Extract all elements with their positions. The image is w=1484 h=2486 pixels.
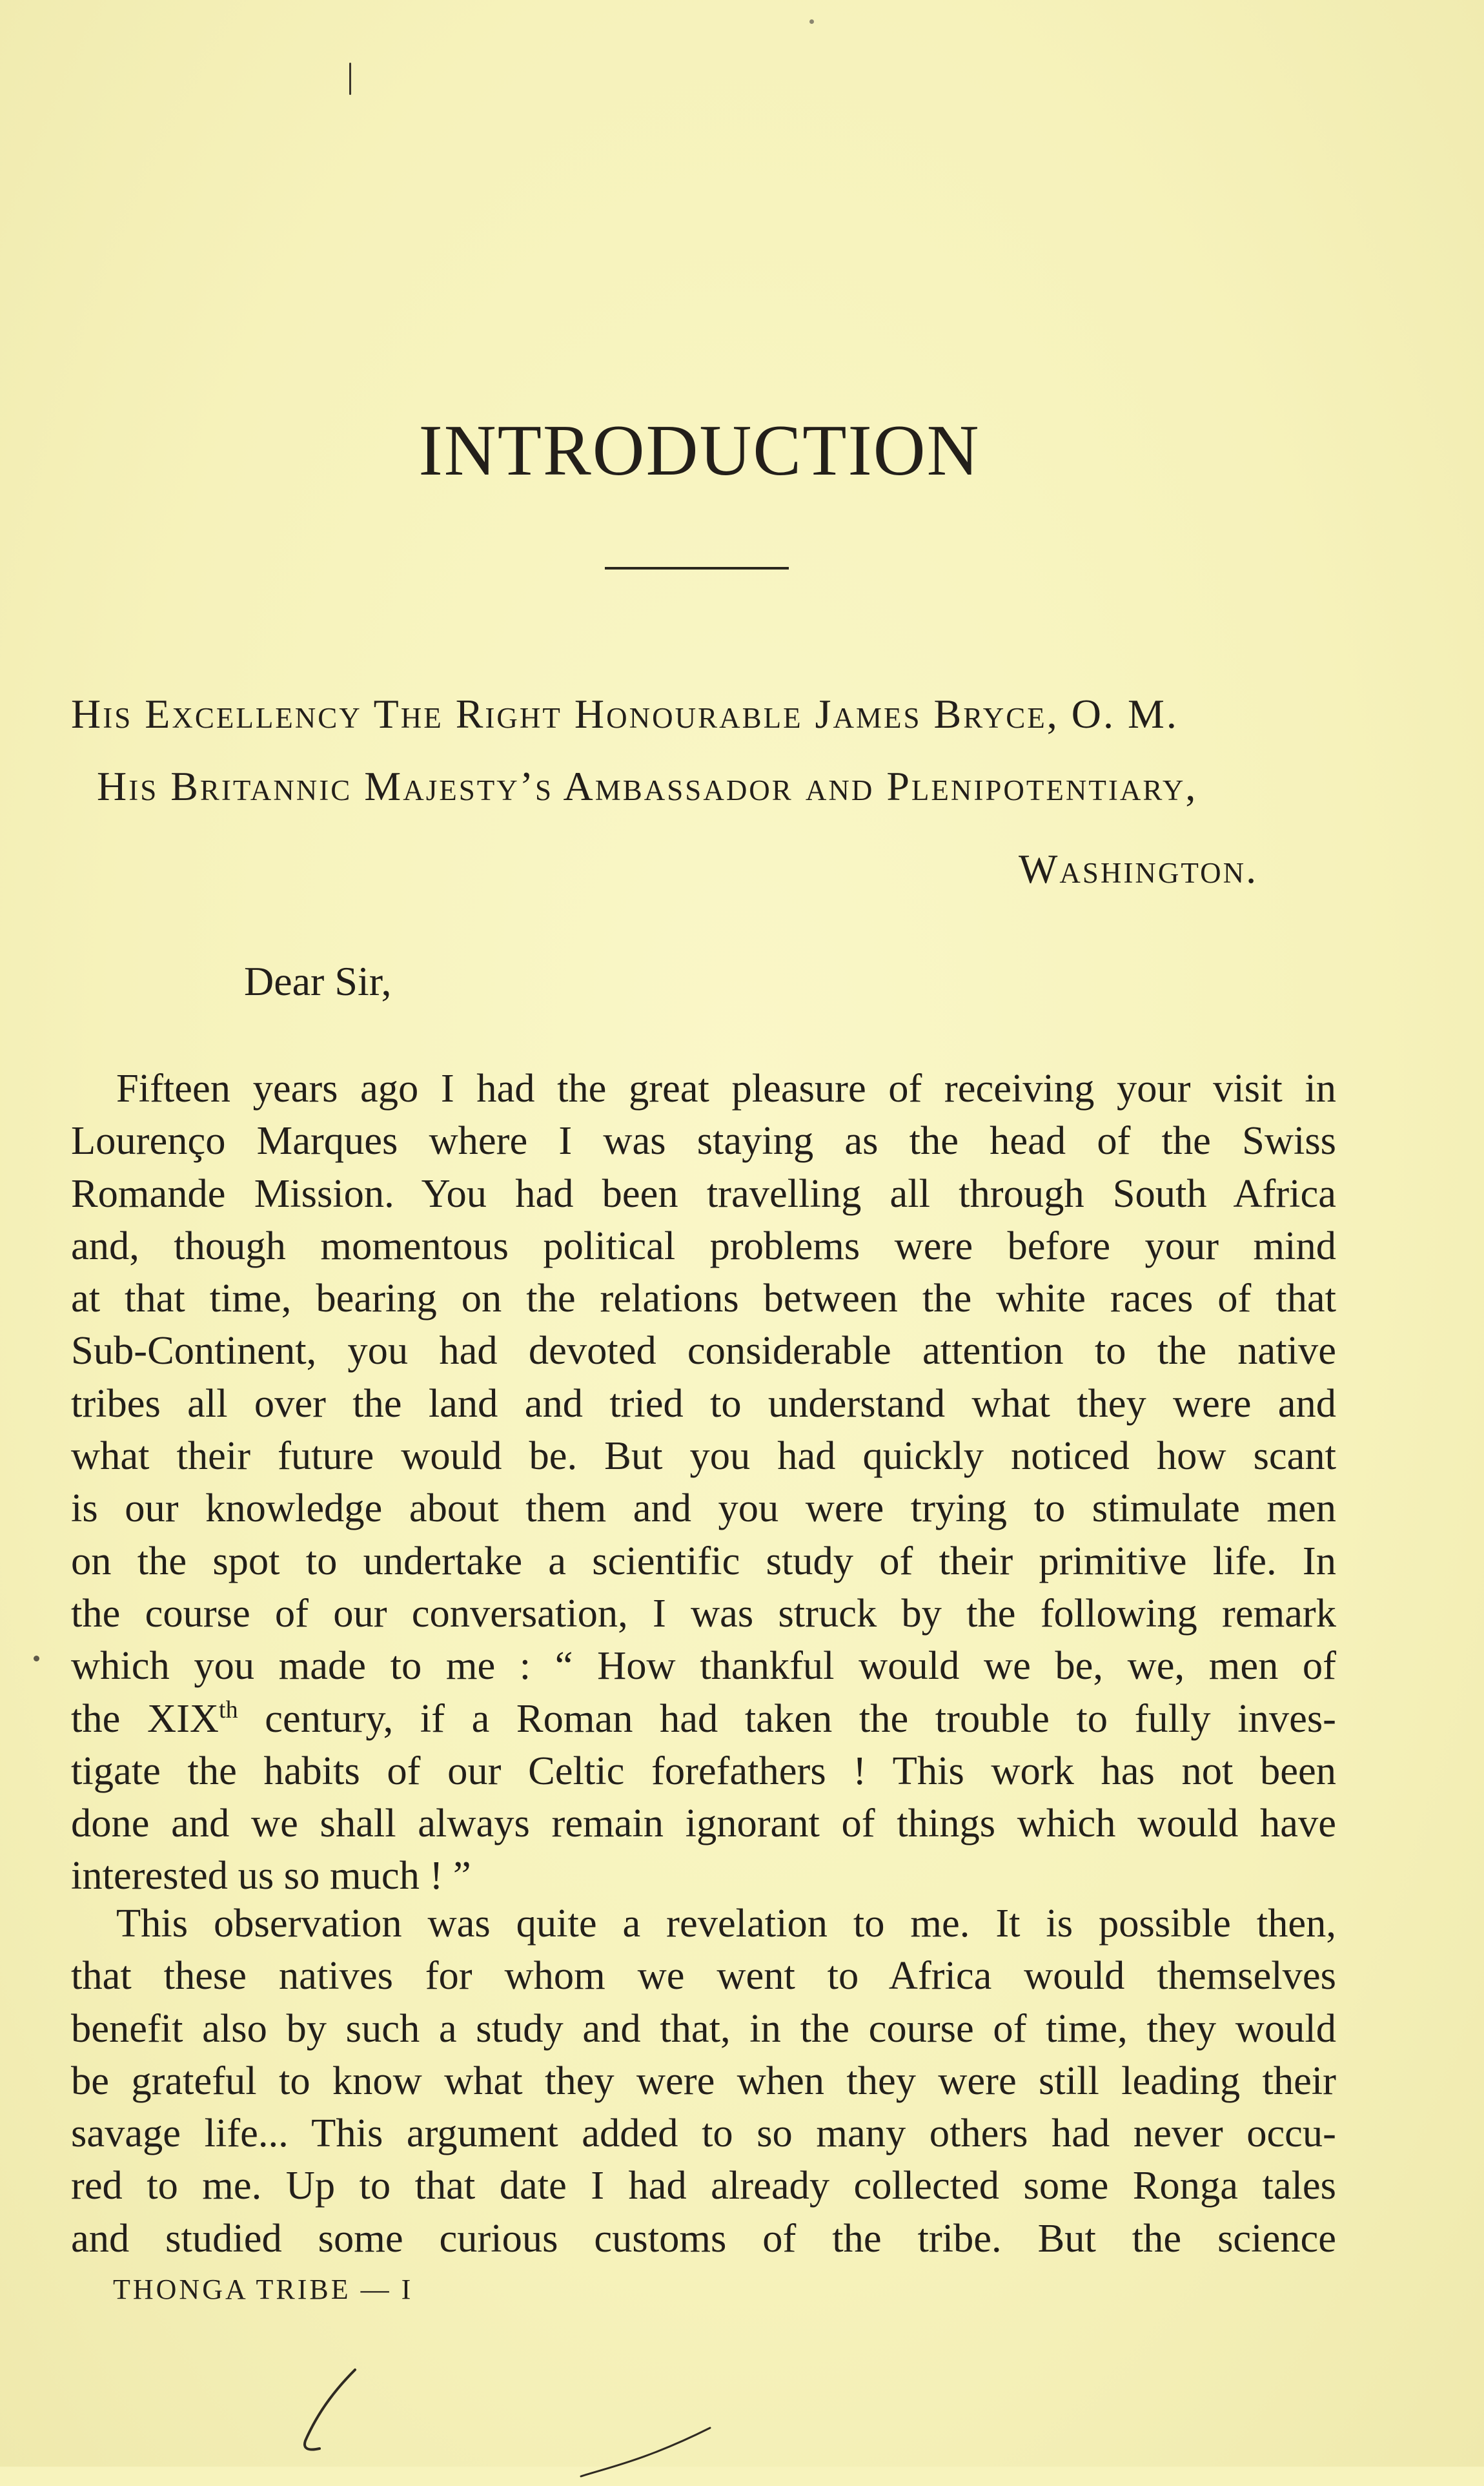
signature-footer: THONGA TRIBE — I bbox=[113, 2274, 414, 2305]
paragraph-line: Sub-Continent, you had devoted considerable attention to the native bbox=[71, 1328, 1336, 1373]
paragraph-line: interested us so much ! ” bbox=[71, 1853, 471, 1898]
ink-mark bbox=[349, 63, 351, 95]
address-line-2: His Britannic Majesty’s Ambassador and Plenipotentiary, bbox=[97, 763, 1198, 809]
paragraph-line: This observation was quite a revelation to me. It is possible then, bbox=[116, 1900, 1336, 1946]
pen-stroke-mark-lower bbox=[294, 2363, 371, 2467]
paragraph-line: tribes all over the land and tried to understand what they were and bbox=[71, 1380, 1336, 1426]
paragraph-line: and, though momentous political problems were before your mind bbox=[71, 1222, 1336, 1268]
paragraph-line: which you made to me : “ How thankful would we be, we, men of bbox=[71, 1643, 1336, 1689]
superscript: th bbox=[219, 1696, 238, 1723]
paragraph-line: at that time, bearing on the relations between the white races of that bbox=[71, 1275, 1336, 1321]
address-line-3: Washington. bbox=[1019, 846, 1259, 892]
paragraph-line: is our knowledge about them and you were trying to stimulate men bbox=[71, 1485, 1336, 1531]
page-title: INTRODUCTION bbox=[418, 411, 981, 491]
paragraph-line: on the spot to undertake a scientific study of their primitive life. In bbox=[71, 1537, 1336, 1583]
paragraph-2 bbox=[71, 1897, 1336, 2265]
paragraph-line: that these natives for whom we went to Africa would themselves bbox=[71, 1953, 1336, 1998]
century-prefix: the XIX bbox=[71, 1695, 219, 1741]
paragraph-line: benefit also by such a study and that, in the course of time, they would bbox=[71, 2005, 1336, 2051]
ink-speck bbox=[809, 19, 814, 24]
title-divider bbox=[605, 567, 789, 570]
paragraph-line: tigate the habits of our Celtic forefathers ! This work has not been bbox=[71, 1747, 1336, 1793]
paragraph-line: done and we shall always remain ignorant of things which would have bbox=[71, 1800, 1336, 1846]
paragraph-line: what their future would be. But you had quickly noticed how scant bbox=[71, 1433, 1336, 1479]
paragraph-line-with-superscript bbox=[71, 1692, 1336, 1745]
paragraph-line: Fifteen years ago I had the great pleasure of receiving your visit in bbox=[116, 1065, 1336, 1111]
paragraph-line: red to me. Up to that date I had already collected some Ronga tales bbox=[71, 2162, 1336, 2208]
margin-speck bbox=[34, 1656, 39, 1661]
paragraph-line: the course of our conversation, I was struck by the following remark bbox=[71, 1590, 1336, 1636]
paragraph-line: and studied some curious customs of the tribe. But the science bbox=[71, 2215, 1336, 2261]
pen-stroke-mark bbox=[568, 2415, 723, 2486]
century-rest: century, if a Roman had taken the trouble to fully inves- bbox=[265, 1695, 1337, 1741]
paragraph-line: be grateful to know what they were when they were still leading their bbox=[71, 2057, 1336, 2103]
paragraph-line: Lourenço Marques where I was staying as the head of the Swiss bbox=[71, 1118, 1336, 1164]
salutation: Dear Sir, bbox=[244, 958, 392, 1004]
paragraph-line: Romande Mission. You had been travelling all through South Africa bbox=[71, 1170, 1336, 1216]
paragraph-1 bbox=[71, 1062, 1336, 1902]
address-line-1: His Excellency The Right Honourable James Bryce, O. M. bbox=[71, 691, 1179, 737]
paragraph-line: savage life... This argument added to so many others had never occu- bbox=[71, 2110, 1336, 2156]
